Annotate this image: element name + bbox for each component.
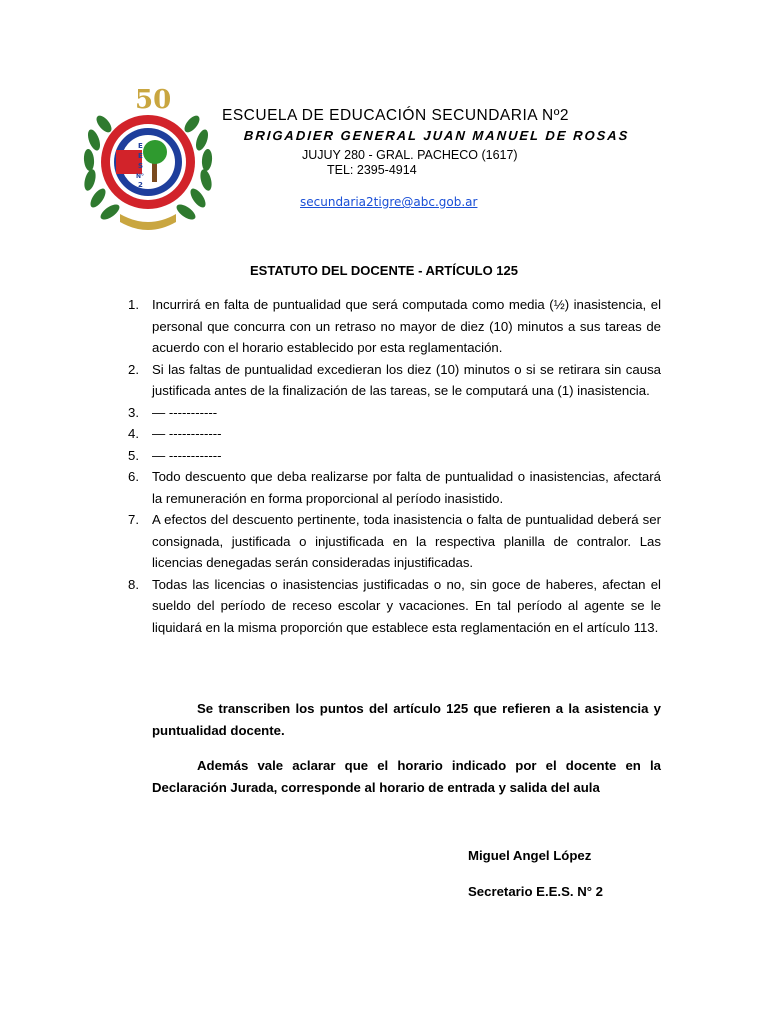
list-item — [120, 445, 661, 467]
svg-text:2: 2 — [138, 181, 143, 189]
item-text: Todo descuento que deba realizarse por falta de puntualidad o inasistencias, afectará la remuneración en forma proporcional al período inasistido. — [152, 469, 661, 506]
item-text: — ------------ — [152, 447, 222, 463]
school-patron-name: BRIGADIER GENERAL JUAN MANUEL DE ROSAS — [243, 128, 630, 143]
school-address: JUJUY 280 - GRAL. PACHECO (1617) — [302, 148, 518, 162]
item-number: 4. — [128, 426, 139, 441]
svg-text:S: S — [138, 162, 144, 170]
school-name: ESCUELA DE EDUCACIÓN SECUNDARIA Nº2 — [222, 107, 570, 124]
school-phone: TEL: 2395-4914 — [327, 163, 417, 177]
list-item — [120, 294, 661, 359]
item-text: Si las faltas de puntualidad excedieran los diez (10) minutos o si se retirara sin causa justificada antes de la finalización de las tareas, se le computará una (1) inasistencia. — [152, 361, 661, 398]
document-title: ESTATUTO DEL DOCENTE - ARTÍCULO 125 — [250, 263, 518, 278]
list-item — [120, 423, 661, 445]
item-text: Incurrirá en falta de puntualidad que será computada como media (½) inasistencia, el personal que concurra con un retraso no mayor de diez (10) minutos a sus tareas de acuerdo con el horario establecido por esta reglamentación. — [152, 297, 661, 355]
list-item — [120, 509, 661, 574]
item-number: 5. — [128, 447, 139, 463]
school-emblem-icon — [80, 80, 216, 242]
item-number: 6. — [128, 469, 139, 484]
item-text: A efectos del descuento pertinente, toda inasistencia o falta de puntualidad deberá ser consignada, justificada o injustificada en la respectiva planilla de contralor. Las licencias denegadas serán consideradas injustificadas. — [152, 512, 661, 570]
signatory-name: Miguel Angel López — [468, 848, 592, 863]
item-number: 7. — [128, 512, 139, 527]
list-item — [120, 466, 661, 509]
item-number: 8. — [128, 576, 139, 592]
item-number: 2. — [128, 361, 139, 377]
svg-text:N°: N° — [136, 173, 145, 180]
signatory-role: Secretario E.E.S. N° 2 — [468, 884, 604, 899]
item-number: 3. — [128, 404, 139, 420]
list-item — [120, 359, 661, 402]
item-text: Todas las licencias o inasistencias justificadas o no, sin goce de haberes, afectan el sueldo del período de receso escolar y vacaciones. En tal período al agente se le liquidará en la misma proporción que establece esta reglamentación en el artículo 113. — [152, 576, 661, 635]
list-item — [120, 574, 661, 639]
item-text: — ----------- — [152, 404, 218, 420]
transcription-note: Se transcriben los puntos del artículo 125 que refieren a la asistencia y puntualidad docente. — [152, 701, 661, 738]
item-number: 1. — [128, 297, 139, 312]
article-items-list — [120, 294, 661, 638]
list-item — [120, 402, 661, 424]
svg-text:E: E — [138, 152, 143, 160]
item-text: — ------------ — [152, 426, 222, 441]
schedule-clarification: Además vale aclarar que el horario indicado por el docente en la Declaración Jurada, corresponde al horario de entrada y salida del aula — [152, 758, 661, 795]
school-email-link[interactable]: secundaria2tigre@abc.gob.ar — [300, 195, 478, 209]
svg-text:E: E — [138, 142, 143, 150]
svg-text:50: 50 — [135, 85, 172, 115]
